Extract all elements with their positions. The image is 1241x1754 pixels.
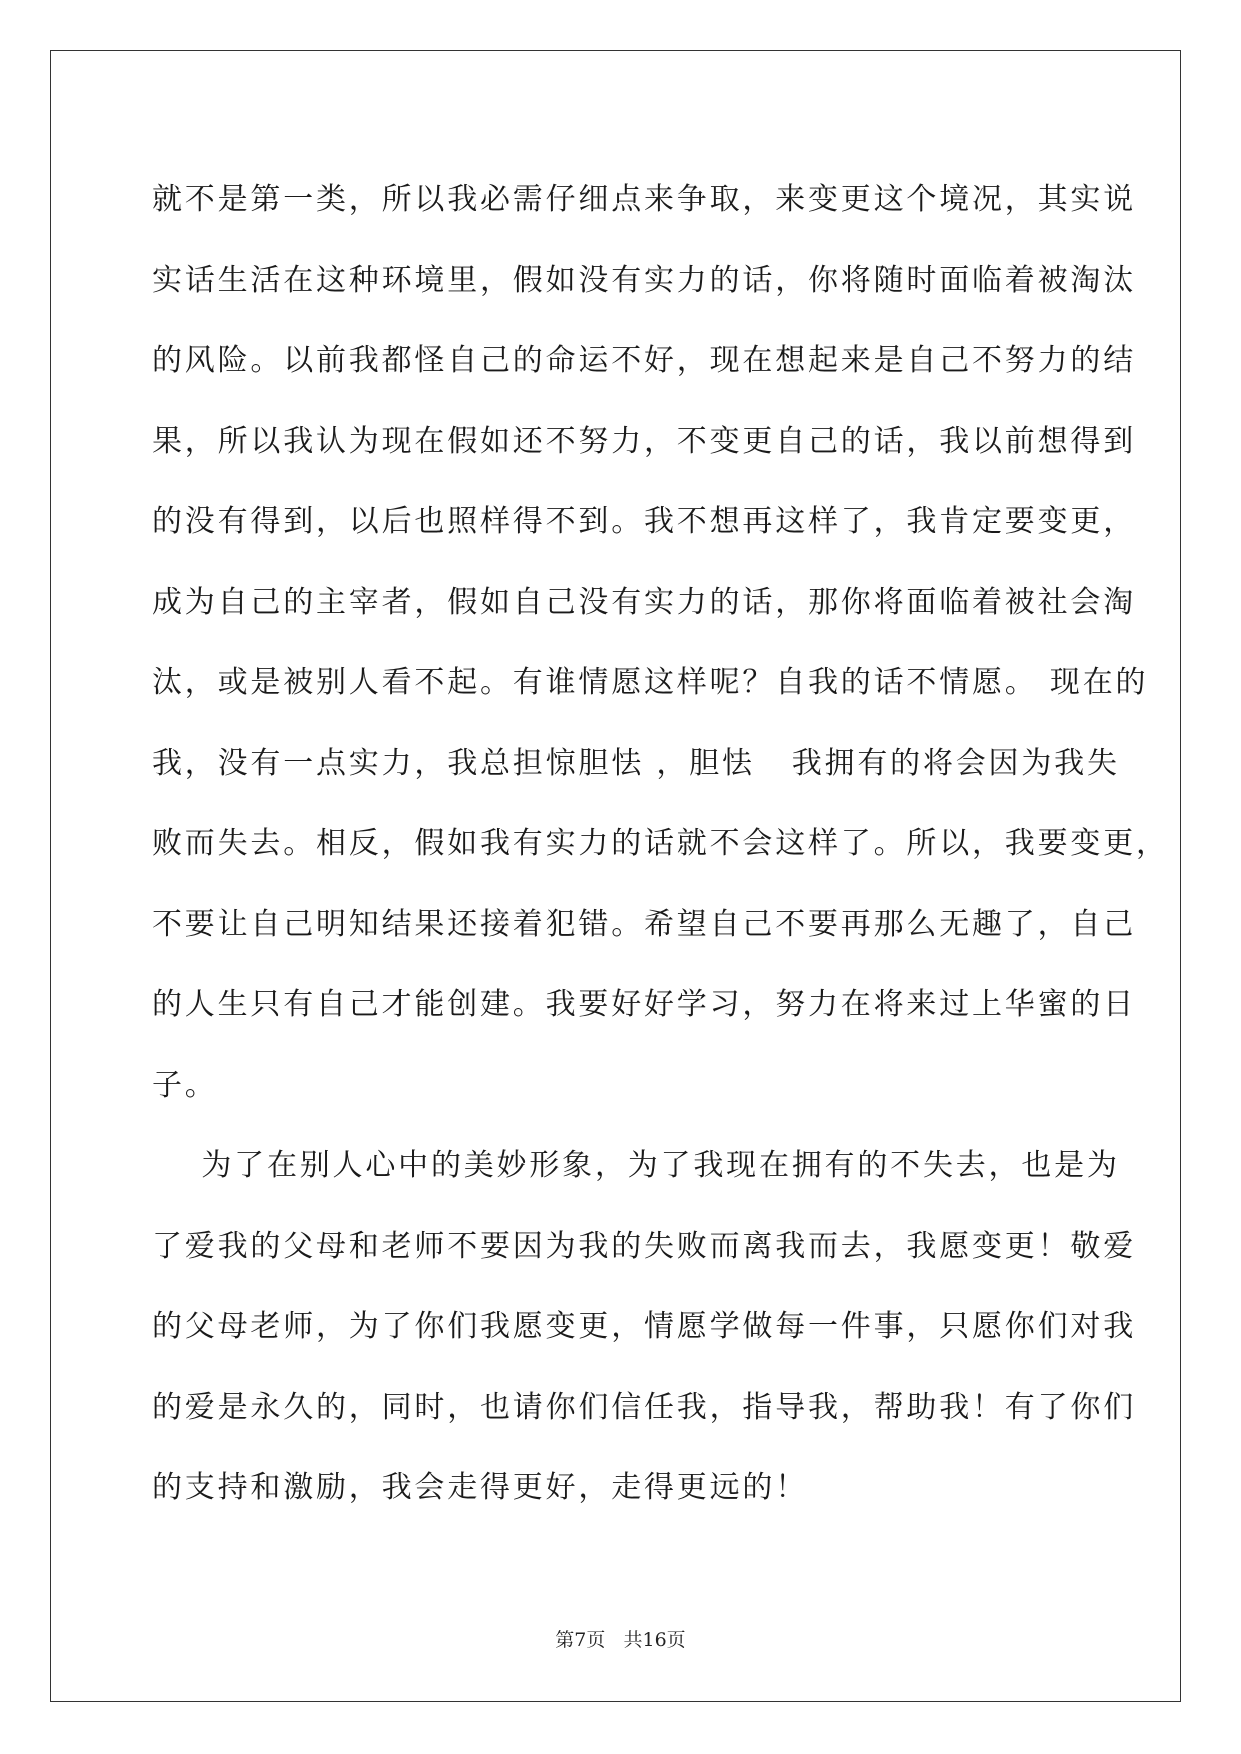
text-line: 的人生只有自己才能创建。我要好好学习，努力在将来过上华蜜的日: [152, 987, 1136, 1022]
text-line: 实话生活在这种环境里，假如没有实力的话，你将随时面临着被淘汰: [152, 262, 1136, 298]
page-number-footer: 第7页 共16页: [555, 1629, 686, 1651]
text-line: 就不是第一类，所以我必需仔细点来争取，来变更这个境况，其实说: [152, 182, 1136, 217]
text-line: 败而失去。相反，假如我有实力的话就不会这样了。所以，我要变更，: [152, 826, 1169, 861]
text-line: 成为自己的主宰者，假如自己没有实力的话，那你将面临着被社会淘: [152, 584, 1136, 620]
text-line: 不要让自己明知结果还接着犯错。希望自己不要再那么无趣了，自己: [152, 906, 1136, 942]
text-line: 的风险。以前我都怪自己的命运不好，现在想起来是自己不努力的结: [152, 343, 1136, 378]
text-line: 的爱是永久的，同时，也请你们信任我，指导我，帮助我！有了你们: [152, 1389, 1136, 1425]
text-line: 为了在别人心中的美妙形象，为了我现在拥有的不失去，也是为: [152, 1148, 1120, 1183]
document-body: [152, 160, 1169, 1529]
text-line: 的没有得到，以后也照样得不到。我不想再这样了，我肯定要变更，: [152, 504, 1136, 539]
text-line: 了爱我的父母和老师不要因为我的失败而离我而去，我愿变更！敬爱: [152, 1228, 1136, 1264]
text-line: 汰，或是被别人看不起。有谁情愿这样呢？自我的话不情愿。 现在的: [152, 665, 1149, 700]
text-line: 子。: [152, 1067, 218, 1103]
text-line: 的父母老师，为了你们我愿变更，情愿学做每一件事，只愿你们对我: [152, 1309, 1136, 1344]
text-line: 果，所以我认为现在假如还不努力，不变更自己的话，我以前想得到: [152, 423, 1136, 459]
text-line: 我，没有一点实力，我总担惊胆怯 ，胆怯 我拥有的将会因为我失: [152, 745, 1120, 781]
text-line: 的支持和激励，我会走得更好，走得更远的！: [152, 1470, 808, 1505]
